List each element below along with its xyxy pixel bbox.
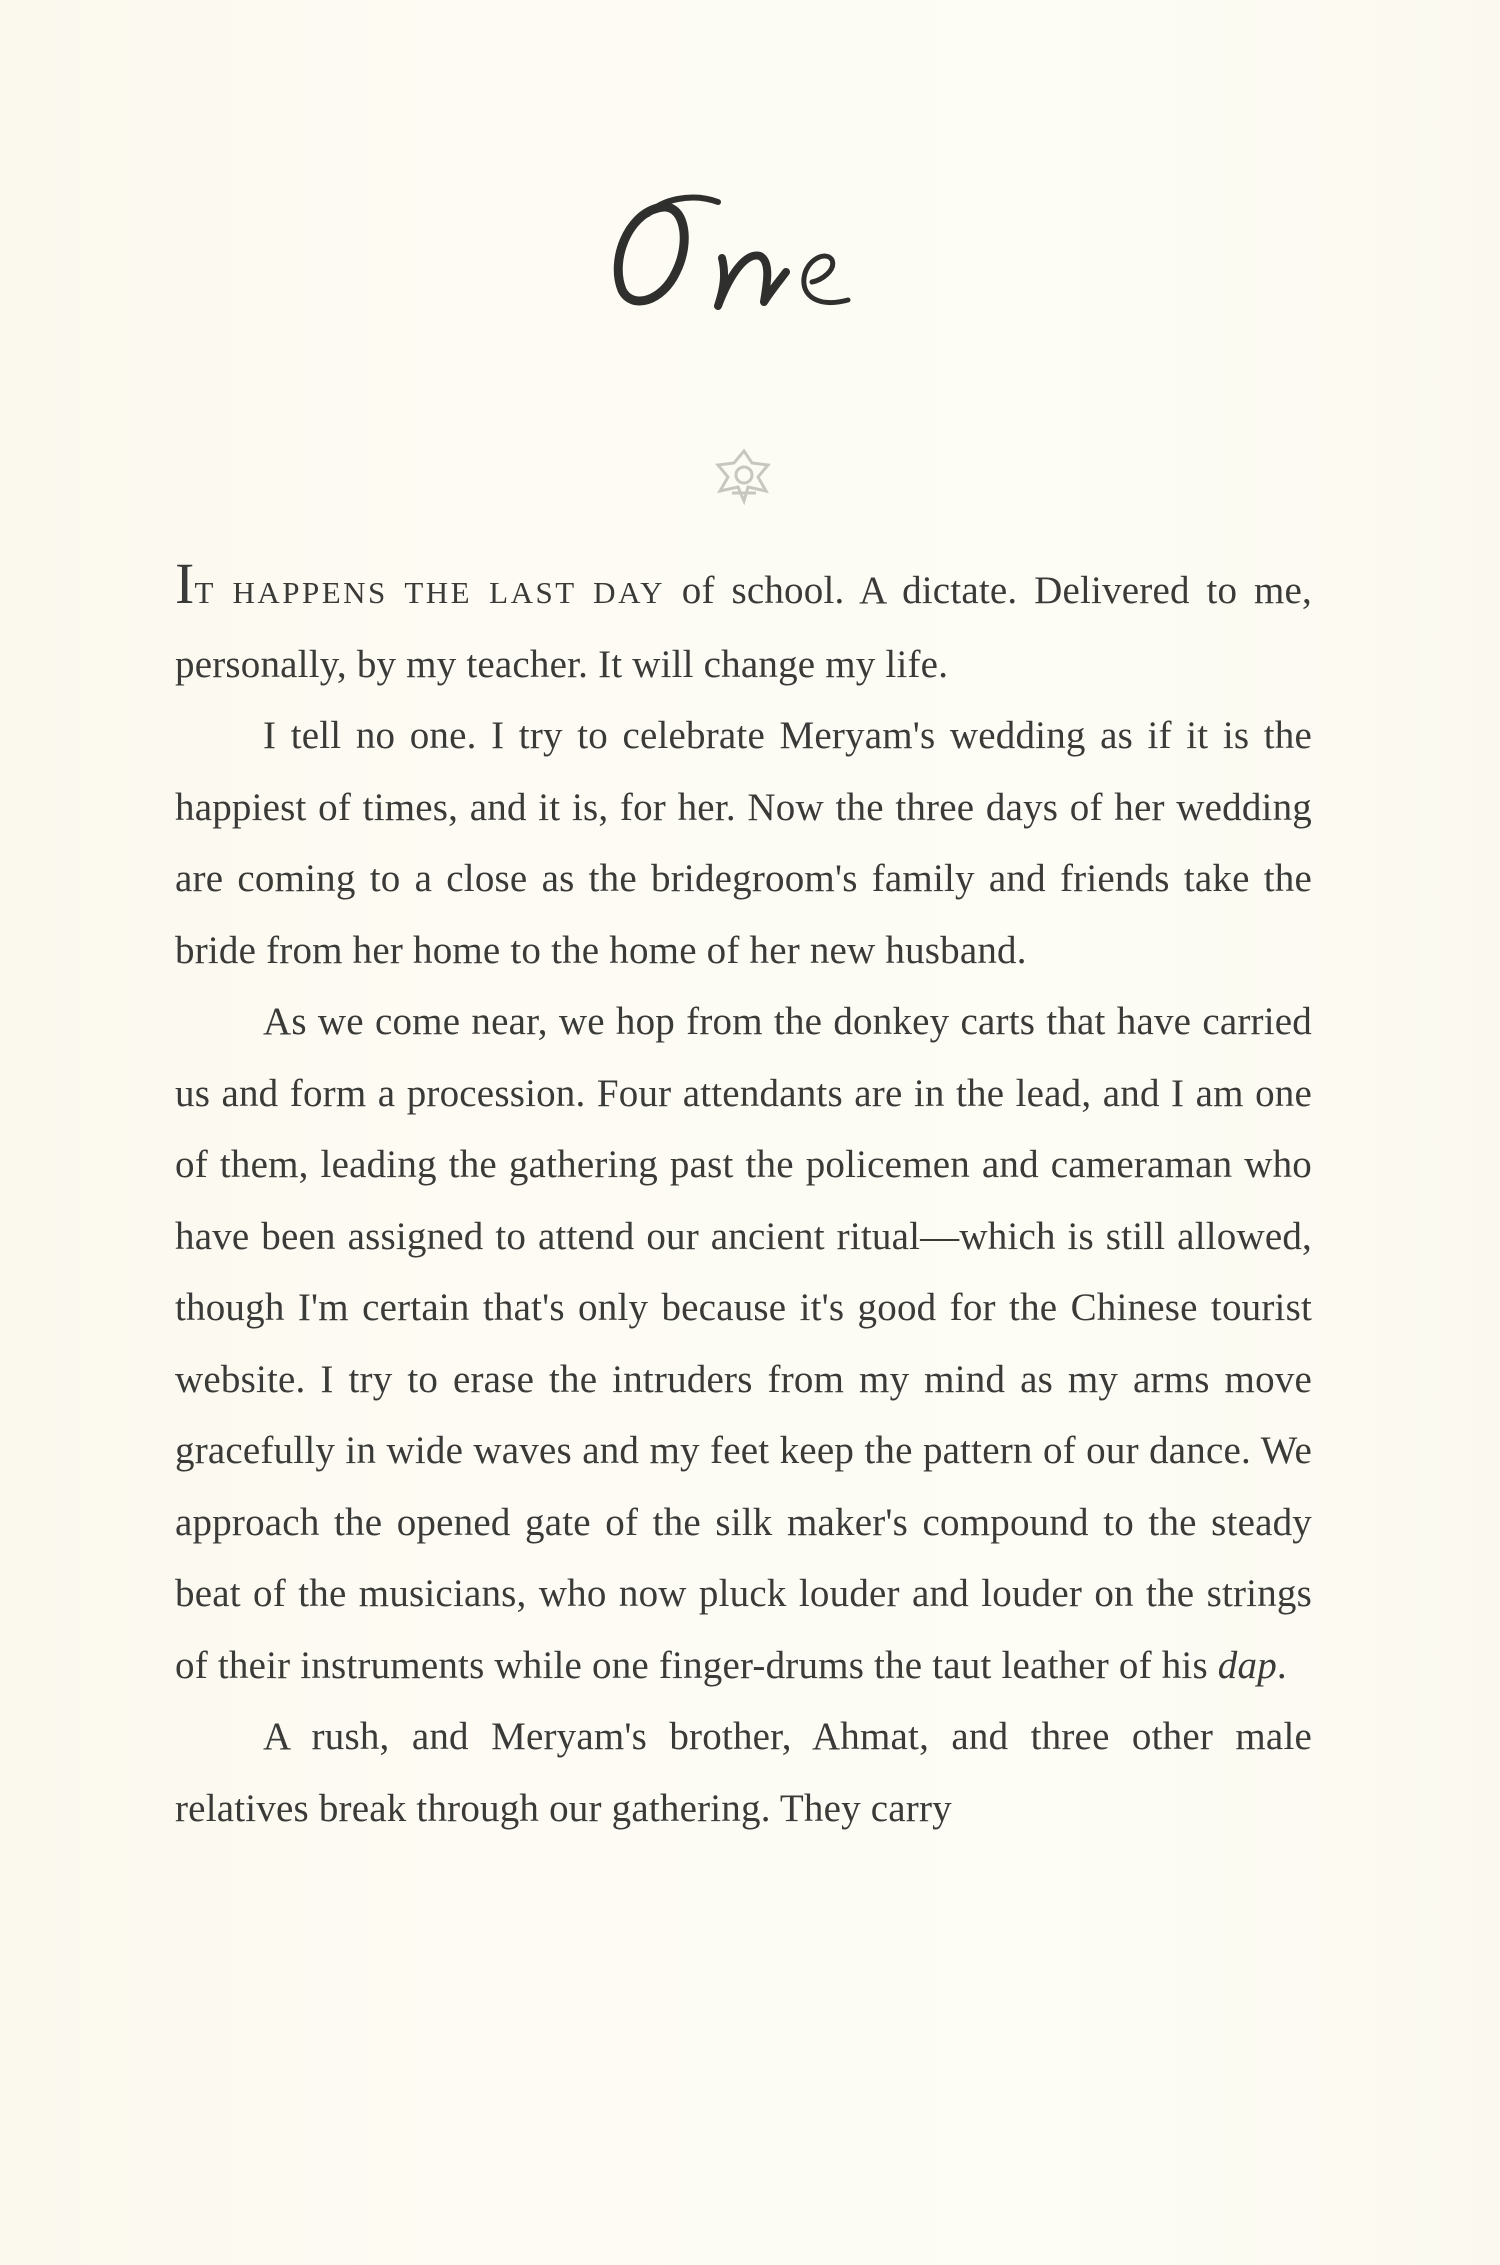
paragraph-1 xyxy=(175,551,1312,700)
drop-cap: I xyxy=(175,551,195,616)
chapter-title xyxy=(600,170,900,320)
ornament-icon xyxy=(708,445,780,505)
paragraph-3-text: As we come near, we hop from the donkey carts that have carried us and form a procession. Four attendants are in the lead, and I am one of them, leading the gathering past the policemen and cameraman who have been assigned to attend our ancient ritual—which is still allowed, though I'm certain that's only because it's good for the Chinese tourist website. I try to erase the intruders from my mind as my arms move gracefully in wide waves and my feet keep the pattern of our dance. We approach the opened gate of the silk maker's compound to the steady beat of the musicians, who now pluck louder and louder on the strings of their instruments while one finger-drums the taut leather of his xyxy=(175,1000,1312,1687)
chapter-body xyxy=(175,551,1312,1844)
paragraph-4: A rush, and Meryam's brother, Ahmat, and three other male relatives break through our gathering. They carry xyxy=(175,1715,1312,1830)
paragraph-3 xyxy=(175,986,1312,1701)
italic-word: dap xyxy=(1217,1643,1277,1687)
paragraph-3-end: . xyxy=(1276,1643,1287,1687)
opening-small-caps: T HAPPENS THE LAST DAY xyxy=(194,575,666,610)
paragraph-2: I tell no one. I try to celebrate Meryam's wedding as if it is the happiest of times, and it is, for her. Now the three days of her wedding are coming to a close as the bridegroom's family and friends take the bride from her home to the home of her new husband. xyxy=(175,714,1312,972)
paragraph-1-text: of school. A dictate. Delivered to me, personally, by my teacher. It will change my life. xyxy=(175,569,1312,686)
